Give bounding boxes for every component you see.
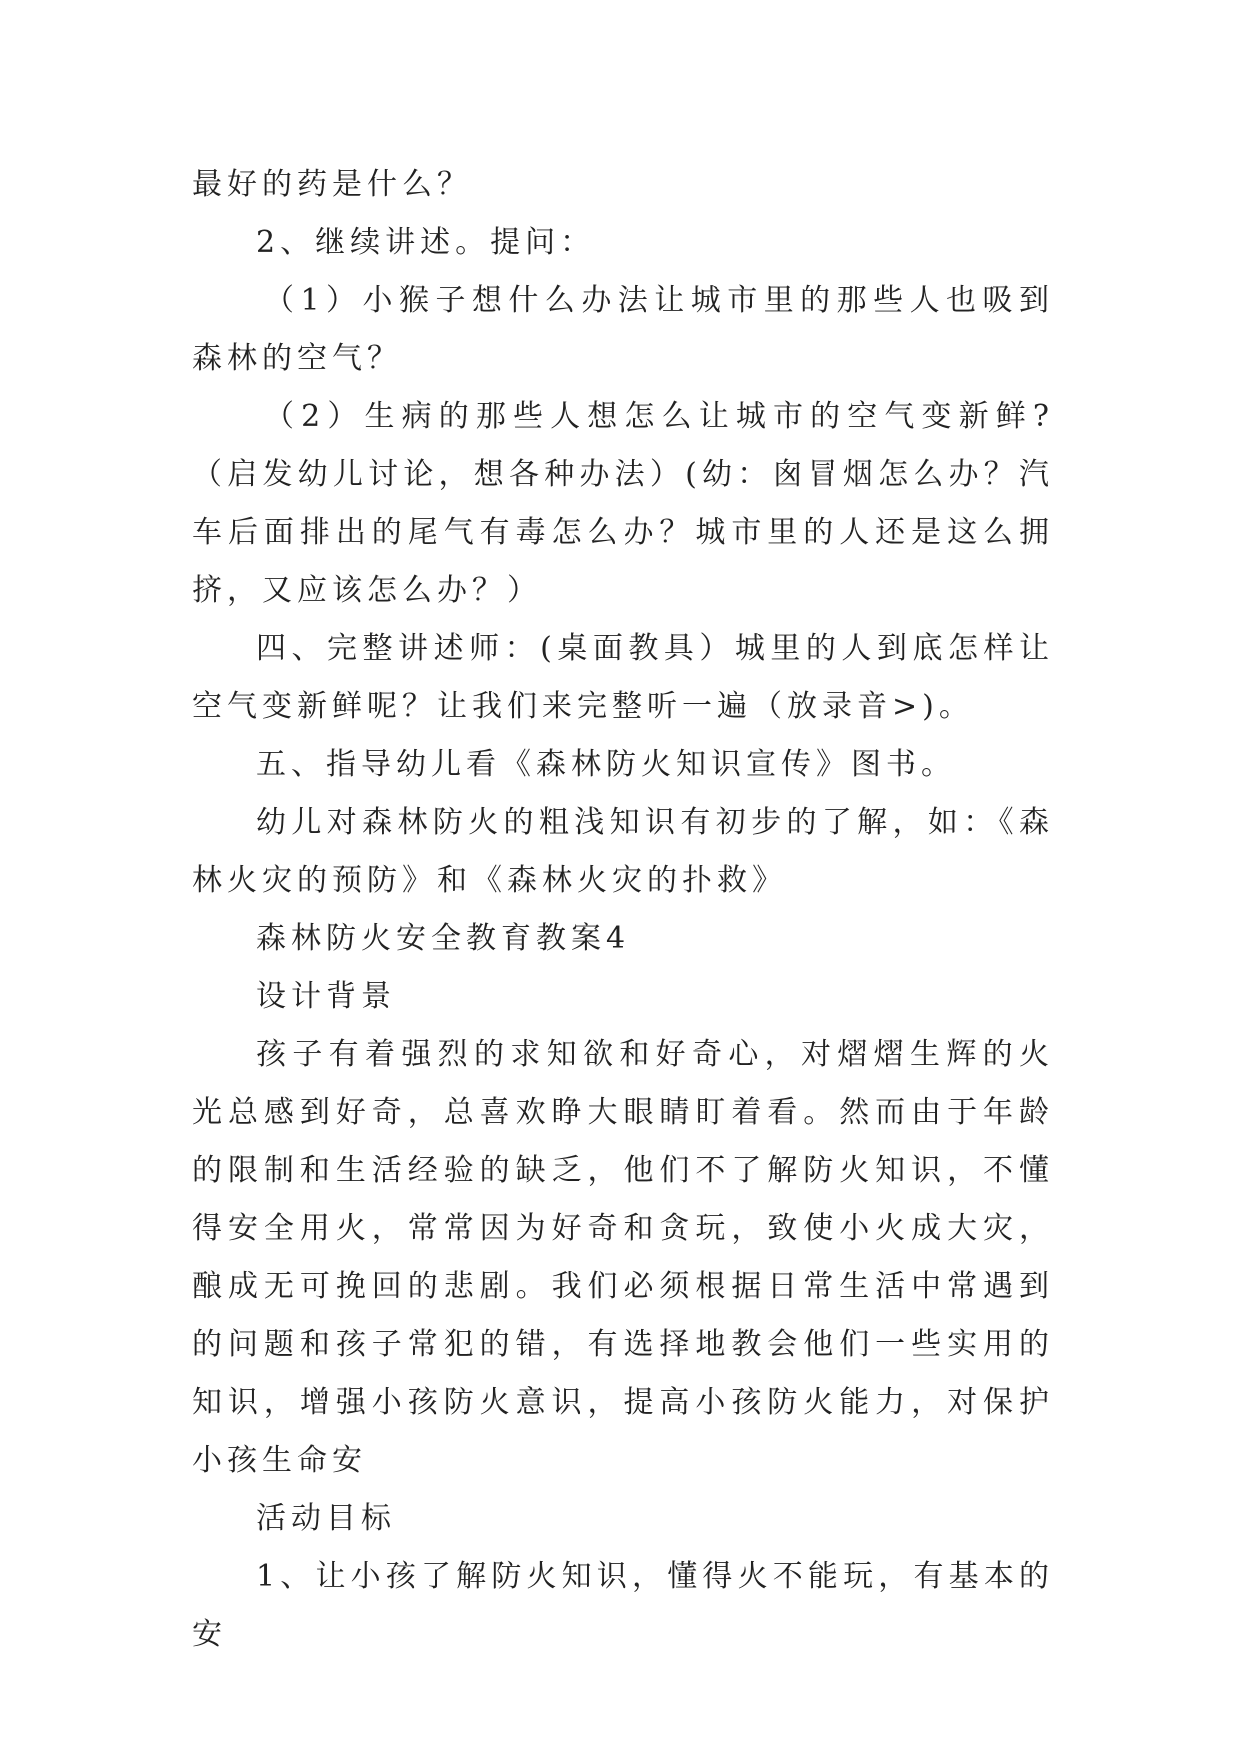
paragraph-question-2: （2）生病的那些人想怎么让城市的空气变新鲜?（启发幼儿讨论，想各种办法）(幼：囪冒烟怎么办？汽车后面排出的尾气有毒怎么办？城市里的人还是这么拥挤，又应该怎么办？） <box>192 399 1054 608</box>
section-heading-background: 设计背景 <box>256 979 396 1014</box>
section-heading-goals: 活动目标 <box>256 1501 396 1536</box>
paragraph-section-5: 五、指导幼儿看《森林防火知识宣传》图书。 <box>256 747 956 782</box>
section-heading-lesson-4: 森林防火安全教育教案4 <box>256 921 631 956</box>
paragraph-continuation: 最好的药是什么？ <box>192 167 472 202</box>
paragraph-background: 孩子有着强烈的求知欲和好奇心，对熠熠生辉的火光总感到好奇，总喜欢睁大眼睛盯着看。然而由于年龄的限制和生活经验的缺乏，他们不了解防火知识，不懂得安全用火，常常因为好奇和贪玩，致使小火成大灾，酿成无可挽回的悲剧。我们必须根据日常生活中常遇到的问题和孩子常犯的错，有选择地教会他们一些实用的知识，增强小孩防火意识，提高小孩防火能力，对保护小孩生命安 <box>192 1037 1054 1478</box>
paragraph-section-4: 四、完整讲述师：(桌面教具）城里的人到底怎样让空气变新鲜呢？让我们来完整听一遍（放录音>)。 <box>192 631 1054 724</box>
paragraph-question-1: （1）小猴子想什么办法让城市里的那些人也吸到森林的空气？ <box>192 283 1054 376</box>
paragraph-goal-1: 1、让小孩了解防火知识，懂得火不能玩，有基本的安 <box>192 1559 1054 1652</box>
paragraph-knowledge: 幼儿对森林防火的粗浅知识有初步的了解，如：《森林火灾的预防》和《森林火灾的扑救》 <box>192 805 1054 898</box>
paragraph-step-2: 2、继续讲述。提问： <box>256 225 596 260</box>
document-body <box>192 156 1054 1664</box>
